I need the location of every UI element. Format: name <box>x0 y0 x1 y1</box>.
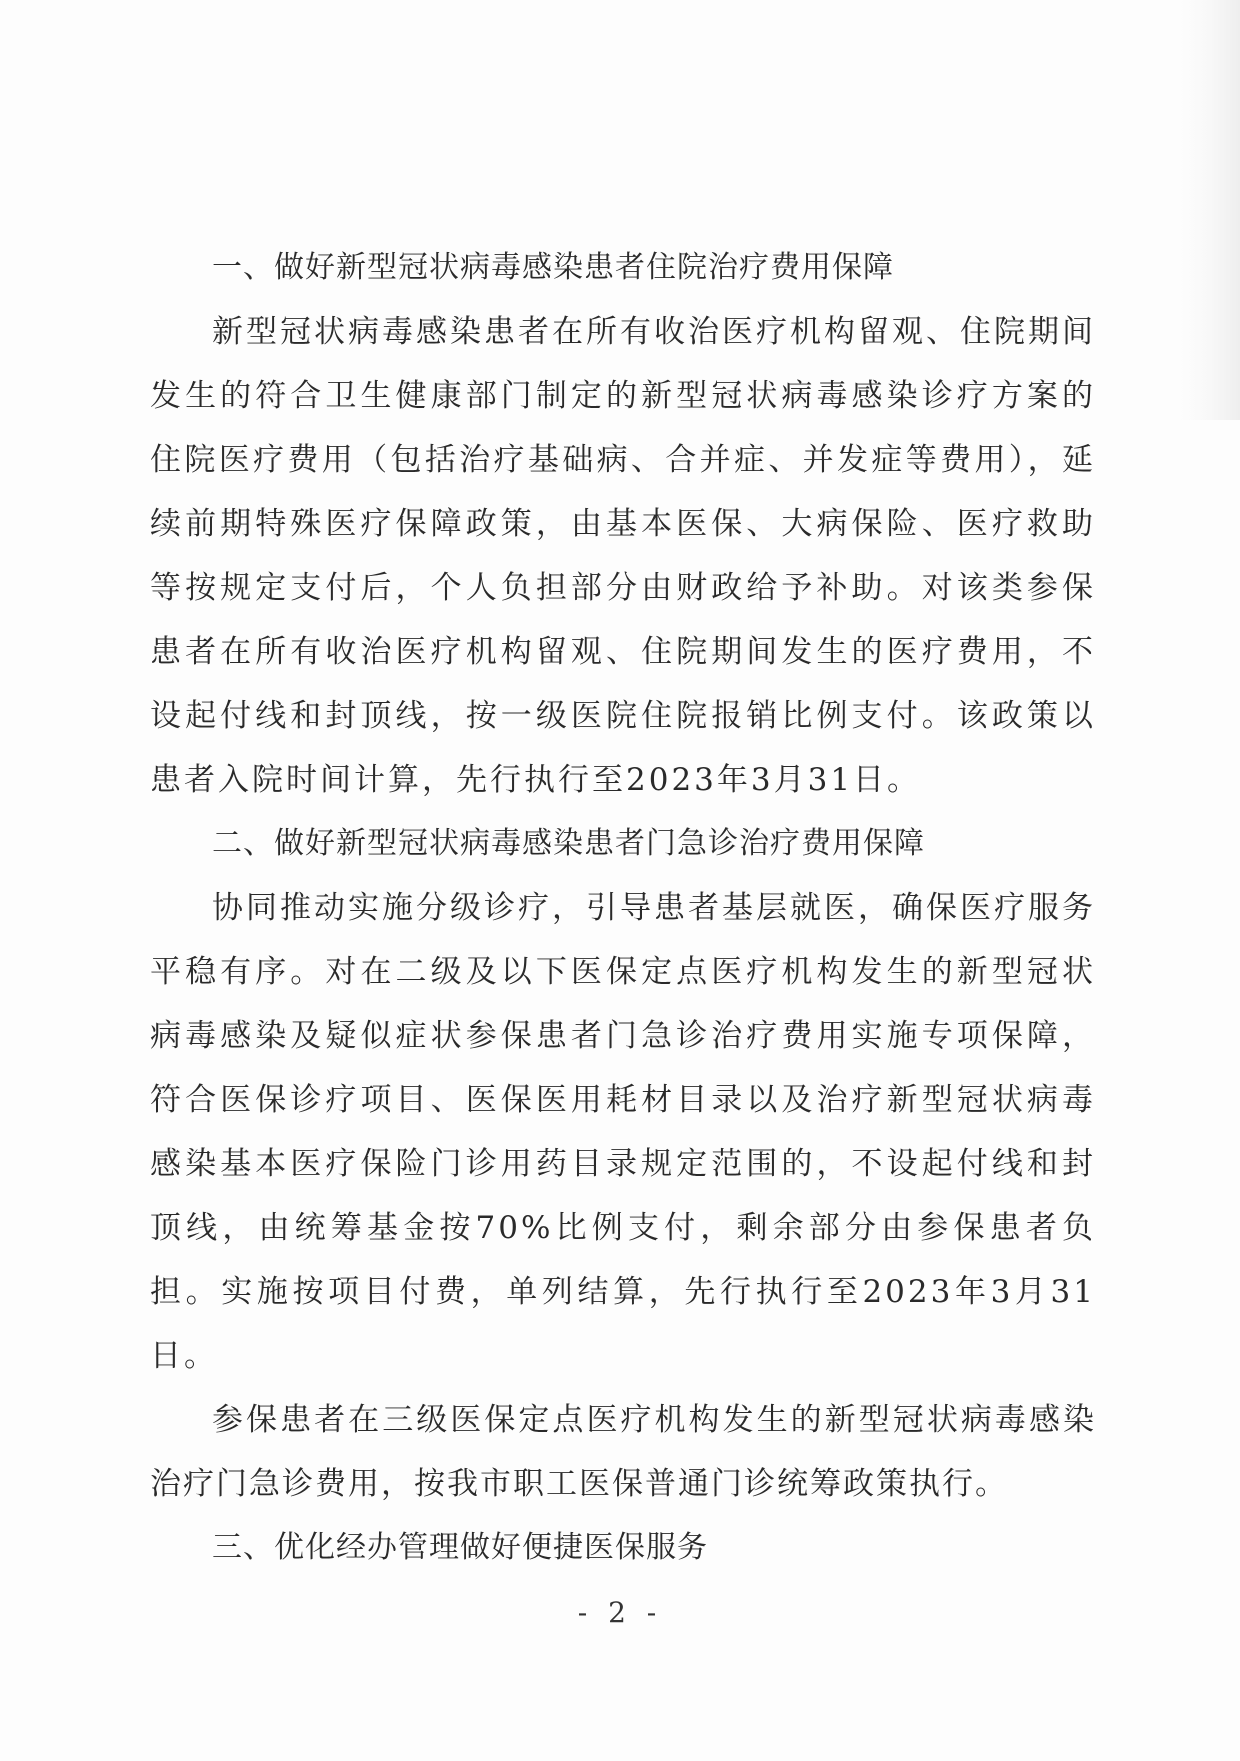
section-1-paragraph-1: 新型冠状病毒感染患者在所有收治医疗机构留观、住院期间发生的符合卫生健康部门制定的新型冠状病毒感染诊疗方案的住院医疗费用（包括治疗基础病、合并症、并发症等费用），延续前期特殊医疗保障政策，由基本医保、大病保险、医疗救助等按规定支付后，个人负担部分由财政给予补助。对该类参保患者在所有收治医疗机构留观、住院期间发生的医疗费用，不设起付线和封顶线，按一级医院住院报销比例支付。该政策以患者入院时间计算，先行执行至2023年3月31日。 <box>150 314 1096 798</box>
scan-edge-shadow <box>1180 0 1240 420</box>
section-2-heading: 二、做好新型冠状病毒感染患者门急诊治疗费用保障 <box>212 826 925 861</box>
page-number: - 2 - <box>577 1596 663 1629</box>
section-3-heading: 三、优化经办管理做好便捷医保服务 <box>212 1530 708 1565</box>
document-body <box>150 236 1096 1580</box>
section-2-paragraph-2: 参保患者在三级医保定点医疗机构发生的新型冠状病毒感染治疗门急诊费用，按我市职工医保普通门诊统筹政策执行。 <box>150 1402 1096 1502</box>
section-2-paragraph-1: 协同推动实施分级诊疗，引导患者基层就医，确保医疗服务平稳有序。对在二级及以下医保定点医疗机构发生的新型冠状病毒感染及疑似症状参保患者门急诊治疗费用实施专项保障，符合医保诊疗项目、医保医用耗材目录以及治疗新型冠状病毒感染基本医疗保险门诊用药目录规定范围的，不设起付线和封顶线，由统筹基金按70%比例支付，剩余部分由参保患者负担。实施按项目付费，单列结算，先行执行至2023年3月31日。 <box>150 890 1096 1374</box>
section-1-heading: 一、做好新型冠状病毒感染患者住院治疗费用保障 <box>212 250 894 285</box>
